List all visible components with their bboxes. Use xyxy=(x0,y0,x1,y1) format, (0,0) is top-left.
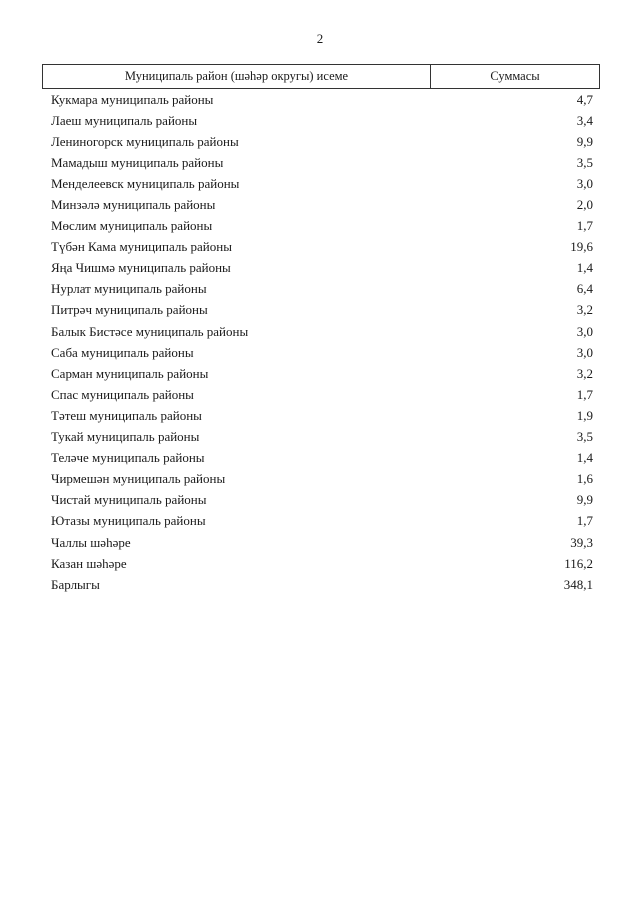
table-row xyxy=(42,321,600,342)
table-row xyxy=(42,384,600,405)
table-row xyxy=(42,110,600,131)
total-sum: 348,1 xyxy=(563,576,593,592)
district-name: Лениногорск муниципаль районы xyxy=(51,133,239,149)
table-row xyxy=(42,342,600,363)
district-sum: 3,5 xyxy=(576,154,593,170)
district-name: Яңа Чишмә муниципаль районы xyxy=(51,260,231,276)
district-sum: 1,9 xyxy=(576,407,593,423)
district-sum: 1,7 xyxy=(576,386,593,402)
header-sum: Суммасы xyxy=(490,69,540,83)
table-row xyxy=(42,258,600,279)
table-header xyxy=(42,64,600,89)
district-sum: 2,0 xyxy=(576,197,593,213)
district-sum: 1,4 xyxy=(576,260,593,276)
district-sum: 9,9 xyxy=(576,492,593,508)
district-sum: 19,6 xyxy=(570,239,593,255)
district-sum: 1,7 xyxy=(576,218,593,234)
district-name: Нурлат муниципаль районы xyxy=(51,281,207,297)
district-name: Тәтеш муниципаль районы xyxy=(51,407,202,423)
district-sum: 3,0 xyxy=(576,175,593,191)
district-name: Балык Бистәсе муниципаль районы xyxy=(51,323,249,339)
table-row xyxy=(42,152,600,173)
city-name: Чаллы шәһәре xyxy=(51,534,131,550)
district-name: Мөслим муниципаль районы xyxy=(51,218,213,234)
district-name: Минзәлә муниципаль районы xyxy=(51,197,216,213)
city-name: Казан шәһәре xyxy=(51,555,127,571)
district-sum: 3,5 xyxy=(576,429,593,445)
district-name: Питрәч муниципаль районы xyxy=(51,302,208,318)
table-row xyxy=(42,469,600,490)
total-label: Барлыгы xyxy=(51,576,100,592)
district-name: Менделеевск муниципаль районы xyxy=(51,175,240,191)
table-row xyxy=(42,363,600,384)
table-row xyxy=(42,511,600,532)
district-name: Кукмара муниципаль районы xyxy=(51,91,214,107)
table-row xyxy=(42,279,600,300)
district-sum: 1,6 xyxy=(576,471,593,487)
city-sum: 39,3 xyxy=(570,534,593,550)
table-row xyxy=(42,237,600,258)
district-sum: 6,4 xyxy=(576,281,593,297)
table-row xyxy=(42,131,600,152)
district-sum: 3,2 xyxy=(576,302,593,318)
page-number: 2 xyxy=(316,31,324,46)
district-sum: 3,0 xyxy=(576,344,593,360)
district-name: Саба муниципаль районы xyxy=(51,344,194,360)
district-sum: 9,9 xyxy=(576,133,593,149)
table-row xyxy=(42,216,600,237)
district-name: Спас муниципаль районы xyxy=(51,386,194,402)
district-name: Теләче муниципаль районы xyxy=(51,450,205,466)
table-row xyxy=(42,173,600,194)
district-name: Түбән Кама муниципаль районы xyxy=(51,239,232,255)
district-sum: 1,4 xyxy=(576,450,593,466)
district-name: Сарман муниципаль районы xyxy=(51,365,209,381)
city-sum: 116,2 xyxy=(564,555,593,571)
table-row xyxy=(42,300,600,321)
table-row xyxy=(42,532,600,553)
district-sum: 3,4 xyxy=(576,112,593,128)
table-row xyxy=(42,89,600,110)
district-name: Лаеш муниципаль районы xyxy=(51,112,198,128)
budget-table xyxy=(42,64,600,595)
district-sum: 3,0 xyxy=(576,323,593,339)
district-name: Тукай муниципаль районы xyxy=(51,429,200,445)
header-district-name: Муниципаль район (шәһәр округы) исеме xyxy=(43,65,431,88)
table-row xyxy=(42,553,600,574)
table-row xyxy=(42,448,600,469)
table-row xyxy=(42,194,600,215)
district-name: Чистай муниципаль районы xyxy=(51,492,207,508)
district-sum: 3,2 xyxy=(576,365,593,381)
district-name: Чирмешән муниципаль районы xyxy=(51,471,226,487)
table-row xyxy=(42,405,600,426)
table-row xyxy=(42,427,600,448)
table-body xyxy=(42,89,600,595)
district-sum: 1,7 xyxy=(576,513,593,529)
district-name: Мамадыш муниципаль районы xyxy=(51,154,224,170)
district-sum: 4,7 xyxy=(576,91,593,107)
total-row xyxy=(42,574,600,595)
table-row xyxy=(42,490,600,511)
district-name: Ютазы муниципаль районы xyxy=(51,513,206,529)
